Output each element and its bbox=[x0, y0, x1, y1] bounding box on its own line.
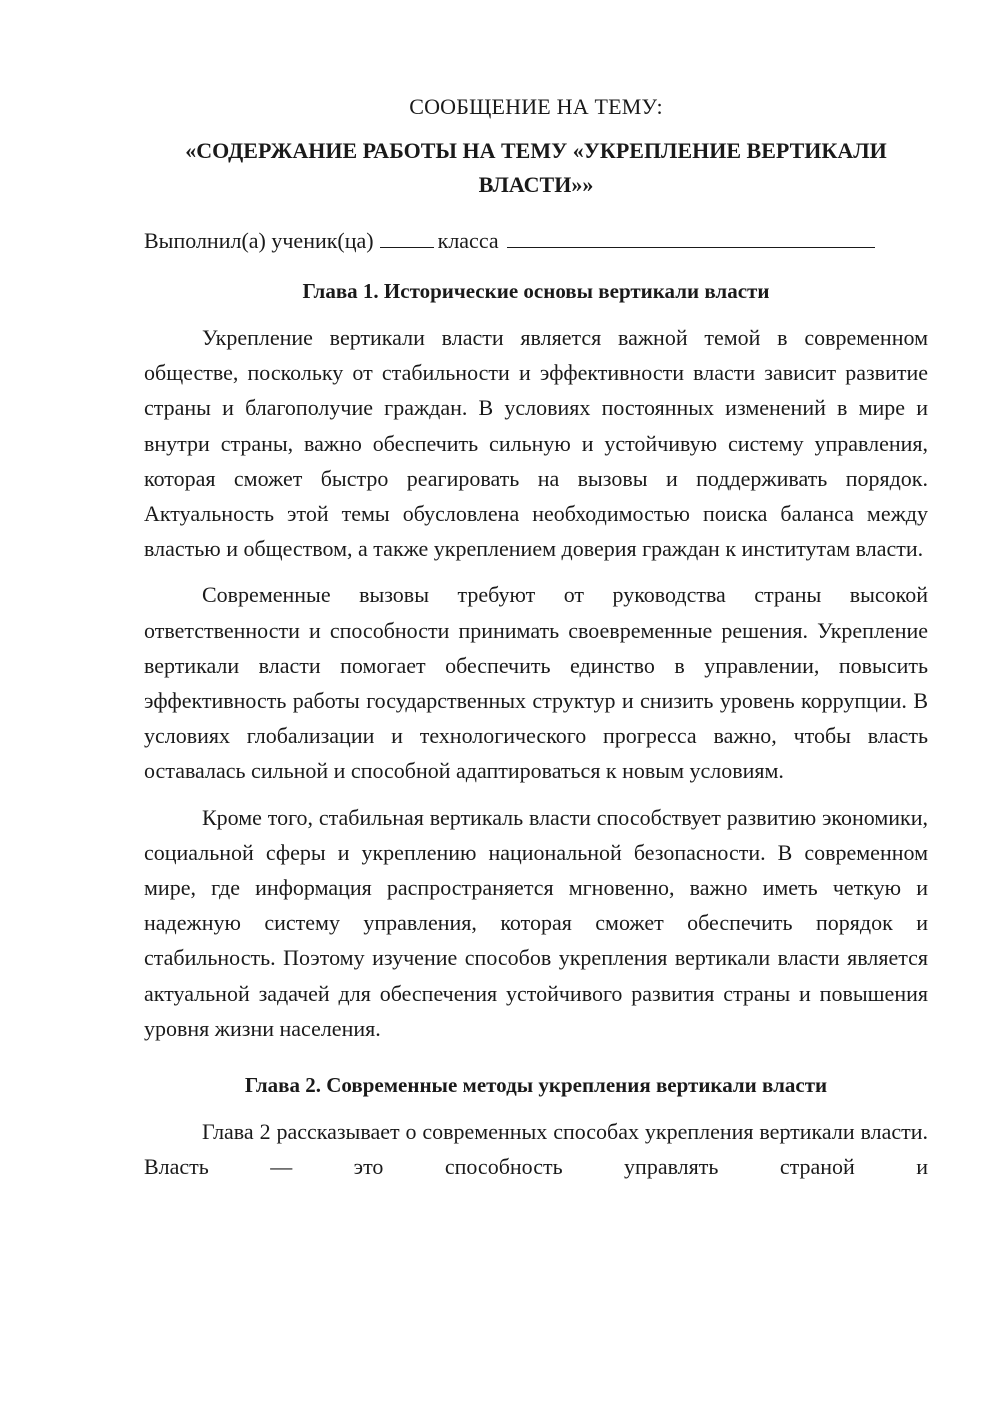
chapter-1-heading: Глава 1. Исторические основы вертикали власти bbox=[302, 279, 770, 303]
chapter-1-paragraph-2: Современные вызовы требуют от руководства страны высокой ответственности и способности принимать своевременные решения. Укрепление вертикали власти помогает обеспечить единство в управлении, повысить эффективность работы государственных структур и снизить уровень коррупции. В условиях глобализации и технологического прогресса важно, чтобы власть оставалась сильной и способной адаптироваться к новым условиям. bbox=[144, 582, 928, 784]
grade-blank bbox=[380, 225, 434, 248]
document-label: СООБЩЕНИЕ НА ТЕМУ: bbox=[409, 94, 663, 119]
document-page bbox=[144, 92, 928, 1195]
chapter-1-paragraph-1: Укрепление вертикали власти является важной темой в современном обществе, поскольку от стабильности и эффективности власти зависит развитие страны и благополучие граждан. В условиях постоянных изменений в мире и внутри страны, важно обеспечить сильную и устойчивую систему управления, которая сможет быстро реагировать на вызовы и поддерживать порядок. Актуальность этой темы обусловлена необходимостью поиска баланса между властью и обществом, а также укреплением доверия граждан к институтам власти. bbox=[144, 325, 928, 562]
chapter-1-paragraph-3: Кроме того, стабильная вертикаль власти способствует развитию экономики, социальной сферы и укреплению национальной безопасности. В современном мире, где информация распространяется мгновенно, важно иметь четкую и надежную систему управления, которая сможет обеспечить порядок и стабильность. Поэтому изучение способов укрепления вертикали власти является актуальной задачей для обеспечения устойчивого развития страны и повышения уровня жизни населения. bbox=[144, 804, 928, 1041]
chapter-2-paragraph-1: Глава 2 рассказывает о современных способах укрепления вертикали власти. Власть — это способность управлять страной и bbox=[144, 1119, 928, 1180]
class-blank bbox=[507, 225, 875, 248]
author-prefix: Выполнил(а) ученик(ца) bbox=[144, 228, 374, 253]
class-label: класса bbox=[437, 228, 499, 253]
author-line bbox=[144, 224, 928, 258]
document-title: «СОДЕРЖАНИЕ РАБОТЫ НА ТЕМУ «УКРЕПЛЕНИЕ ВЕРТИКАЛИ ВЛАСТИ»» bbox=[185, 138, 887, 197]
chapter-2-heading: Глава 2. Современные методы укрепления вертикали власти bbox=[244, 1073, 828, 1098]
